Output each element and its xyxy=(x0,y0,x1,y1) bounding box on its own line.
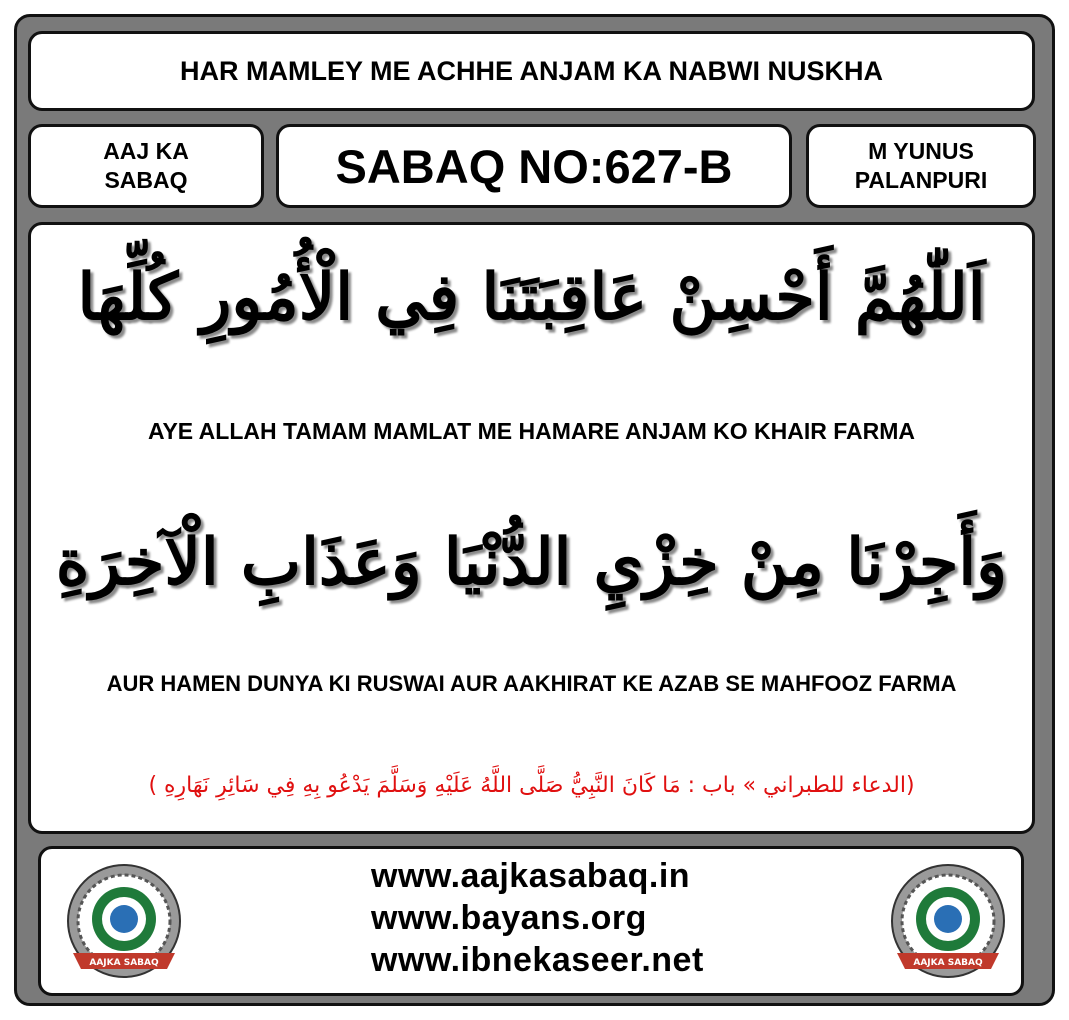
arabic-dua-line-1: اَللّٰهُمَّ أَحْسِنْ عَاقِبَتَنَا فِي الْأُمُورِ كُلِّهَا xyxy=(77,260,986,335)
website-link-ibnekaseer[interactable]: www.ibnekaseer.net xyxy=(371,941,704,979)
footer-box xyxy=(38,846,1024,996)
sabaq-number-box xyxy=(276,124,792,208)
website-link-bayans[interactable]: www.bayans.org xyxy=(371,899,647,937)
title-box xyxy=(28,31,1035,111)
author-name-line-2: PALANPURI xyxy=(854,167,988,193)
aajka-sabaq-logo-right xyxy=(887,861,1009,987)
translation-line-2: AUR HAMEN DUNYA KI RUSWAI AUR AAKHIRAT KE AZAB SE MAHFOOZ FARMA xyxy=(106,671,957,696)
sabaq-number: SABAQ NO:627-B xyxy=(335,139,733,193)
aajka-sabaq-logo-left xyxy=(63,861,185,987)
arabic-dua-line-2: وَأَجِرْنَا مِنْ خِزْيِ الدُّنْيَا وَعَذَابِ الْآخِرَةِ xyxy=(55,525,1008,600)
aaj-ka-label: AAJ KA xyxy=(103,138,189,164)
svg-text:AAJKA SABAQ: AAJKA SABAQ xyxy=(89,958,159,968)
author-name-line-1: M YUNUS xyxy=(868,138,974,164)
page-title: HAR MAMLEY ME ACHHE ANJAM KA NABWI NUSKHA xyxy=(180,55,883,86)
hadith-reference: (الدعاء للطبراني » باب : مَا كَانَ النَّبِيُّ صَلَّى اللَّهُ عَلَيْهِ وَسَلَّمَ يَدْعُو بِهِ فِي سَائِرِ نَهَارِهِ ) xyxy=(148,773,915,798)
sabaq-label: SABAQ xyxy=(104,167,188,193)
main-content-box xyxy=(28,222,1035,834)
website-link-aajkasabaq[interactable]: www.aajkasabaq.in xyxy=(371,857,691,895)
aaj-ka-sabaq-box xyxy=(28,124,264,208)
author-box xyxy=(806,124,1036,208)
svg-text:AAJKA SABAQ: AAJKA SABAQ xyxy=(913,958,983,968)
translation-line-1: AYE ALLAH TAMAM MAMLAT ME HAMARE ANJAM KO KHAIR FARMA xyxy=(147,418,916,444)
